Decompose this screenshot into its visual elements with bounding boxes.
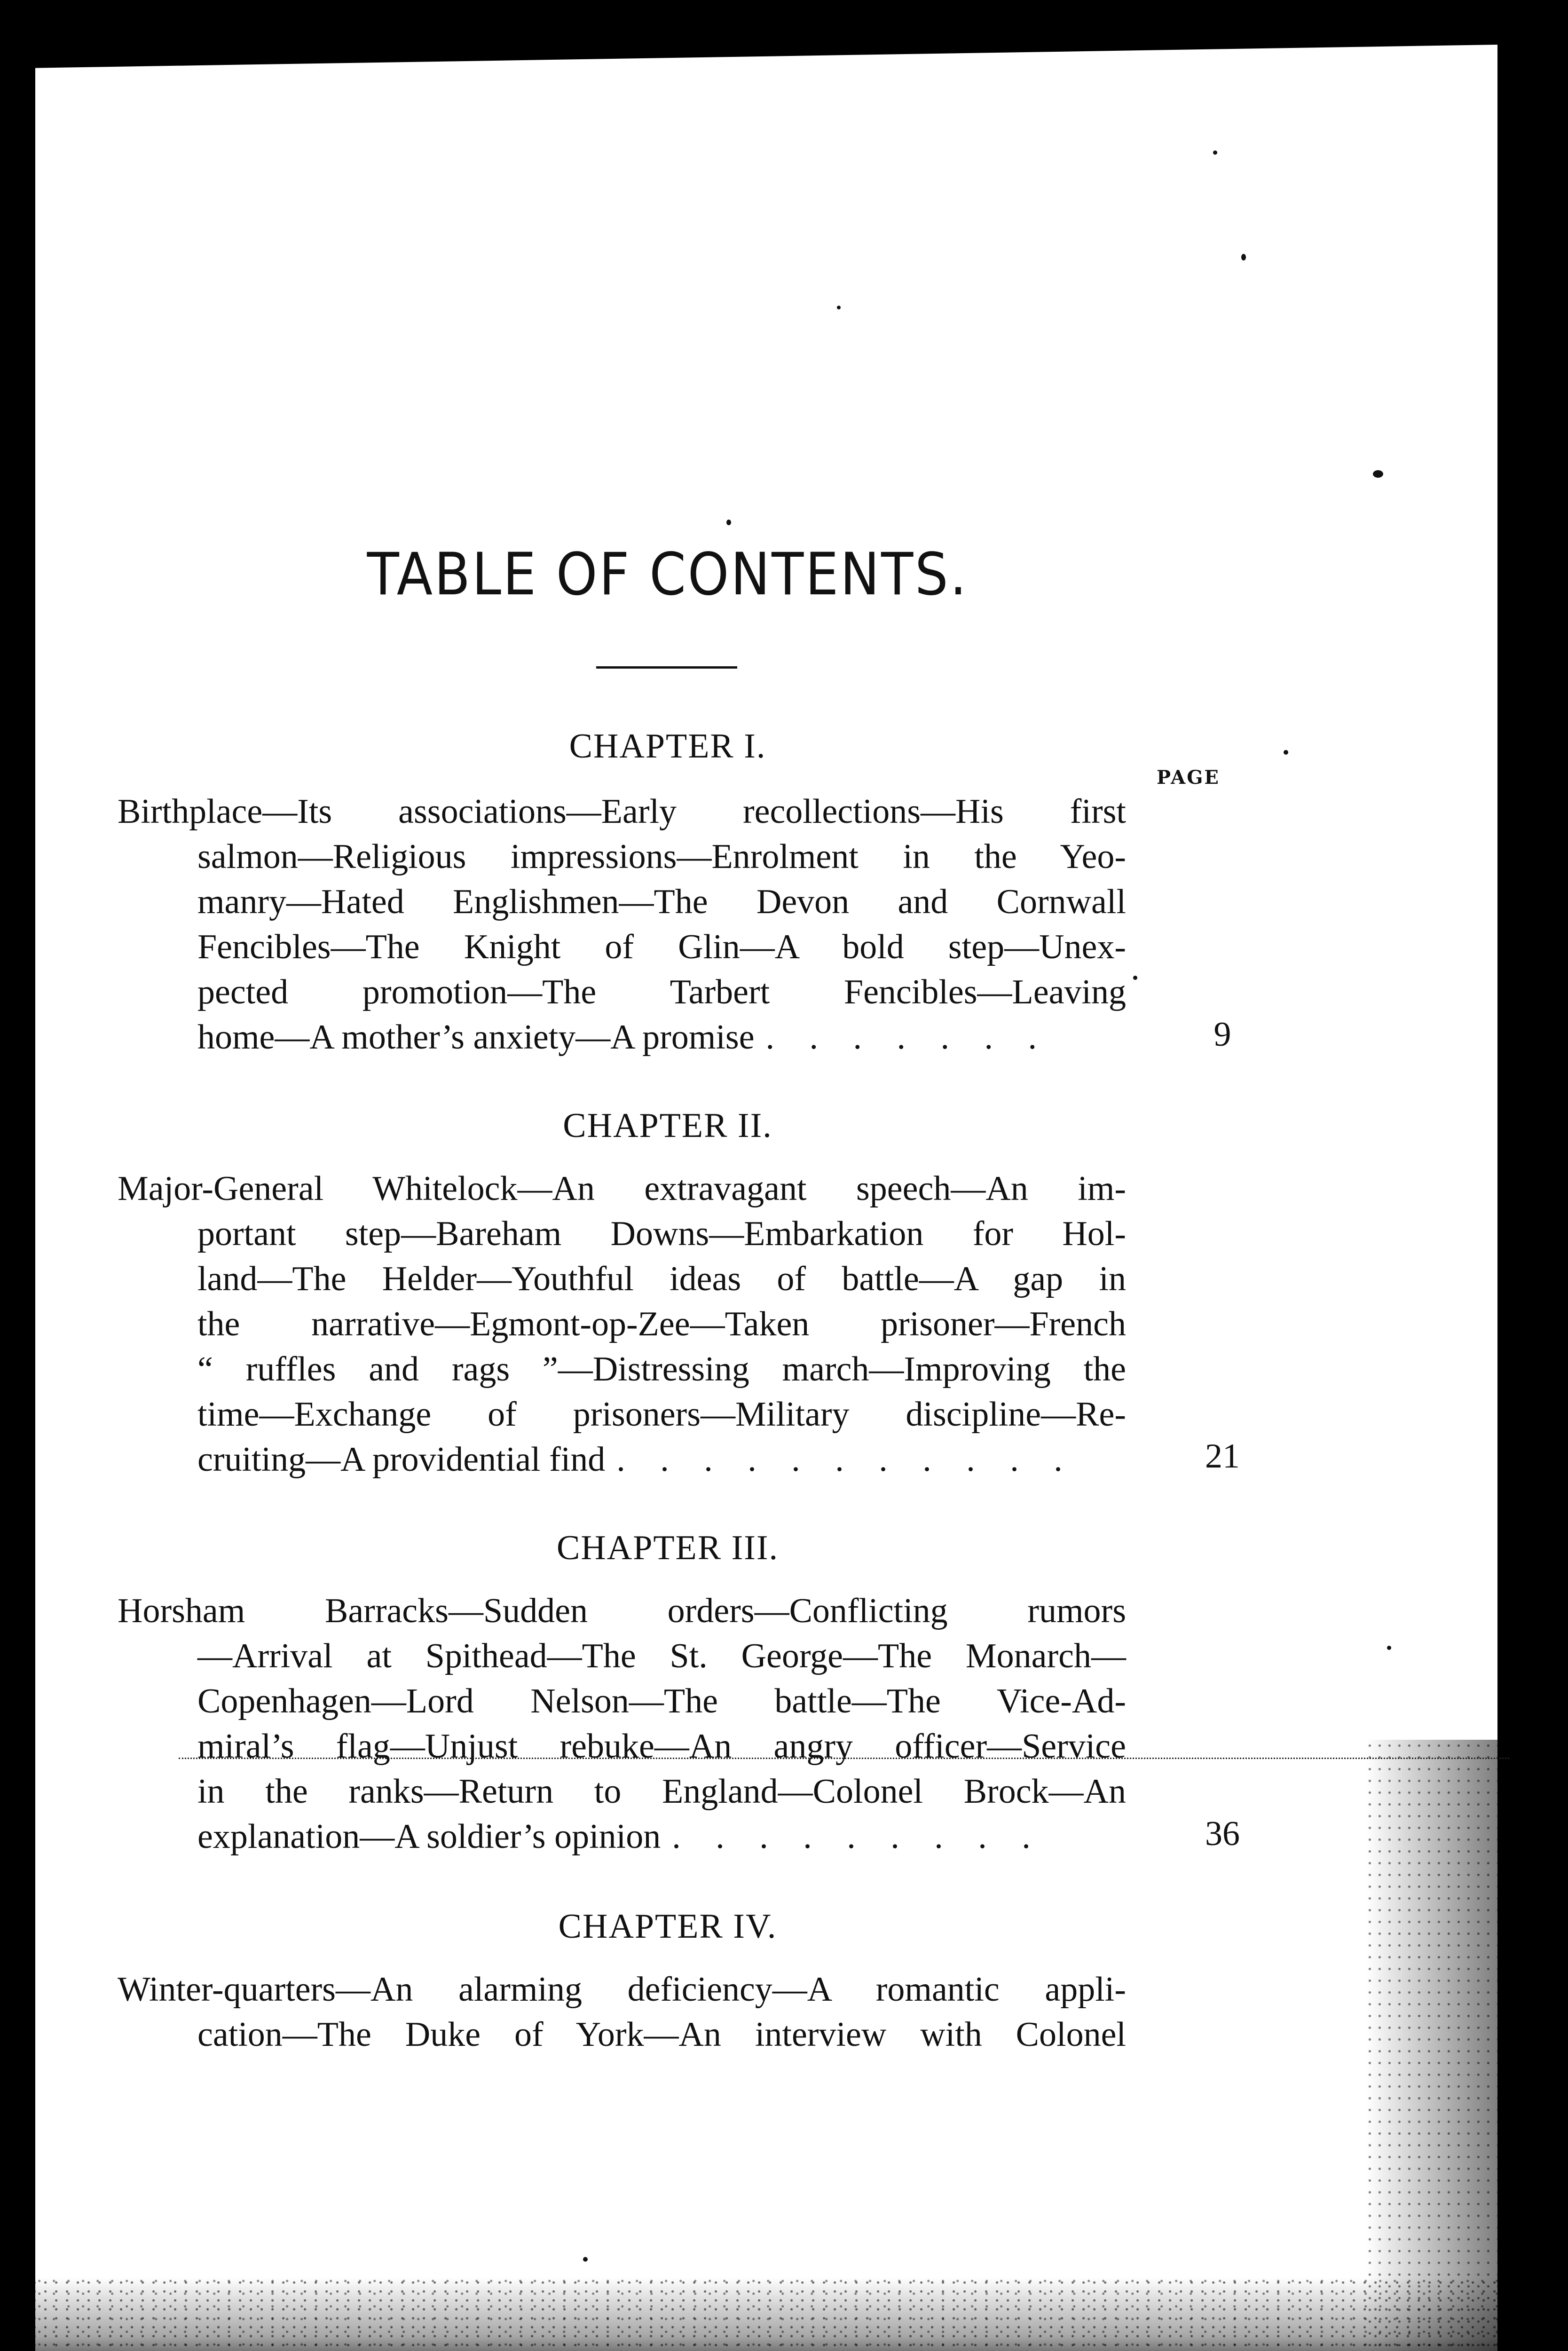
- toc-line: salmon—Religious impressions—Enrolment in the Yeo-: [197, 837, 1126, 876]
- toc-line: Major-General Whitelock—An extravagant speech—An im-: [118, 1169, 1126, 1208]
- scan-noise-bottom: [0, 2277, 1568, 2351]
- scan-noise-right: [1366, 1740, 1497, 2351]
- page-number: 21: [1205, 1437, 1240, 1475]
- speck: [1373, 470, 1383, 478]
- toc-line: pected promotion—The Tarbert Fencibles—Leaving: [197, 973, 1126, 1011]
- dot-leader: . . . . . . . . .: [672, 1817, 1044, 1856]
- speck: [1213, 150, 1217, 155]
- speck: [726, 520, 731, 525]
- toc-line: Birthplace—Its associations—Early recollections—His first: [118, 792, 1126, 831]
- toc-line: Winter-quarters—An alarming deficiency—A romantic appli-: [118, 1970, 1126, 2009]
- toc-line: Horsham Barracks—Sudden orders—Conflicting rumors: [118, 1592, 1126, 1630]
- toc-line-text: home—A mother’s anxiety—A promise: [197, 1018, 755, 1057]
- toc-line: Copenhagen—Lord Nelson—The battle—The Vice-Ad-: [197, 1682, 1126, 1720]
- page-column-label: PAGE: [1157, 766, 1220, 789]
- toc-line: “ ruffles and rags ”—Distressing march—Improving the: [197, 1350, 1126, 1389]
- toc-line-text: cruiting—A providential find: [197, 1440, 606, 1479]
- speck: [1133, 976, 1137, 980]
- toc-line-last: [118, 1437, 1126, 1482]
- toc-line-last: [118, 1015, 1126, 1060]
- toc-line: time—Exchange of prisoners—Military discipline—Re-: [197, 1395, 1126, 1434]
- toc-line-text: explanation—A soldier’s opinion: [197, 1817, 661, 1856]
- chapter-entry: [118, 789, 1126, 1060]
- speck: [837, 306, 841, 309]
- toc-line-last: [118, 1814, 1126, 1859]
- chapter-heading: CHAPTER I.: [569, 727, 766, 765]
- dot-leader: . . . . . . .: [765, 1018, 1050, 1057]
- chapter-heading: CHAPTER II.: [563, 1106, 772, 1145]
- page-number: 9: [1213, 1015, 1231, 1054]
- chapter-entry: [118, 1588, 1126, 1859]
- speck: [1241, 254, 1246, 260]
- chapter-entry: [118, 1967, 1126, 2057]
- chapter-heading: CHAPTER IV.: [558, 1907, 777, 1946]
- toc-line: —Arrival at Spithead—The St. George—The Monarch—: [197, 1637, 1126, 1675]
- chapter-heading: CHAPTER III.: [556, 1529, 779, 1567]
- page-number: 36: [1205, 1815, 1240, 1853]
- chapter-entry: [118, 1166, 1126, 1482]
- title-rule: [596, 666, 737, 669]
- speck: [1387, 1646, 1391, 1650]
- speck: [583, 2257, 588, 2262]
- toc-line: in the ranks—Return to England—Colonel Brock—An: [197, 1772, 1126, 1811]
- toc-line: manry—Hated Englishmen—The Devon and Cornwall: [197, 883, 1126, 921]
- page-title: TABLE OF CONTENTS.: [367, 541, 969, 608]
- toc-line: land—The Helder—Youthful ideas of battle—A gap in: [197, 1260, 1126, 1298]
- toc-line: the narrative—Egmont-op-Zee—Taken prisoner—French: [197, 1305, 1126, 1343]
- toc-line: miral’s flag—Unjust rebuke—An angry officer—Service: [197, 1727, 1126, 1766]
- toc-line: Fencibles—The Knight of Glin—A bold step—Unex-: [197, 928, 1126, 966]
- dot-leader: . . . . . . . . . . .: [616, 1440, 1076, 1479]
- toc-line: portant step—Bareham Downs—Embarkation for Hol-: [197, 1215, 1126, 1253]
- toc-line: cation—The Duke of York—An interview with Colonel: [197, 2015, 1126, 2054]
